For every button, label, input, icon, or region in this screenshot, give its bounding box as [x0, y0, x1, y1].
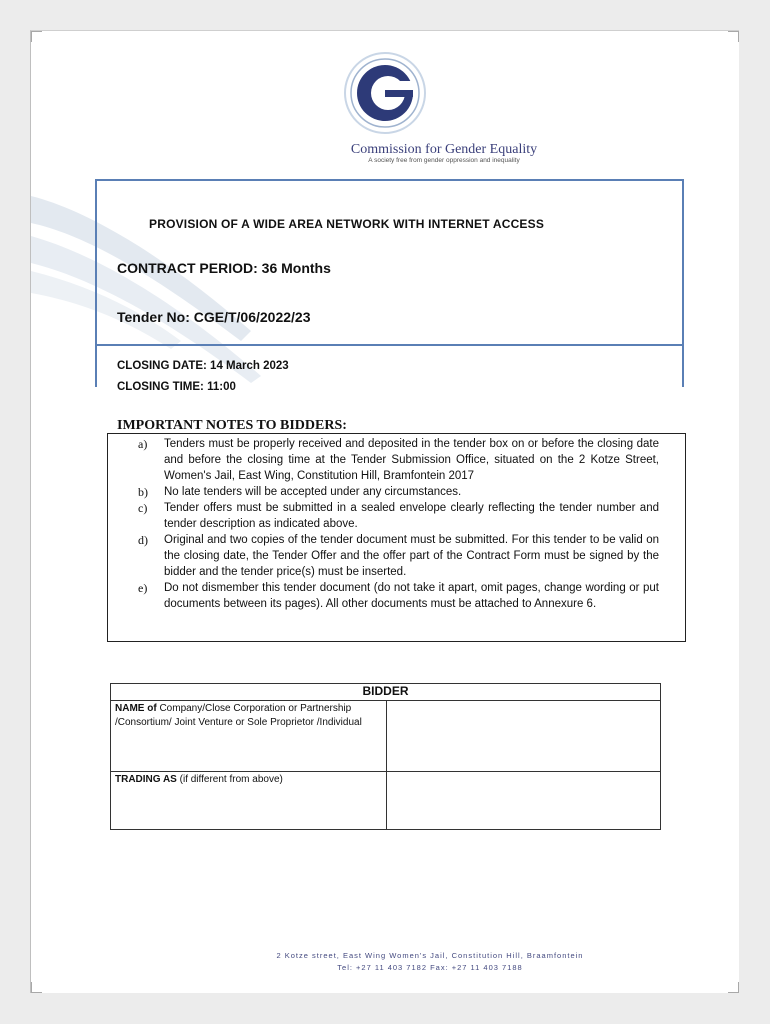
bidder-table-header: BIDDER: [111, 684, 661, 701]
crop-mark-bottom-left: [31, 982, 42, 993]
trading-as-label: TRADING AS (if different from above): [111, 772, 387, 830]
note-marker: b): [138, 485, 148, 499]
bidder-name-field[interactable]: [387, 701, 661, 772]
note-item: [138, 580, 659, 612]
organization-name: Commission for Gender Equality: [350, 142, 538, 157]
notes-box: [107, 433, 686, 642]
note-text: Tender offers must be submitted in a sealed envelope clearly reflecting the tender number and tender description as indicated above.: [164, 502, 659, 530]
tender-title: PROVISION OF A WIDE AREA NETWORK WITH INTERNET ACCESS: [149, 217, 545, 231]
note-text: Tenders must be properly received and deposited in the tender box on or before the closing date and before the closing time at the Tender Submission Office, situated on the 2 Kotze Street, Women's Jail, East Wing, Constitution Hill, Bramfontein 2017: [164, 438, 659, 482]
note-marker: d): [138, 533, 148, 547]
organization-tagline: A society free from gender oppression and inequality: [368, 157, 520, 164]
table-row: [111, 772, 661, 830]
cge-logo-icon: [343, 51, 427, 135]
note-text: Do not dismember this tender document (do not take it apart, omit pages, change wording or put documents between its pages). All other documents must be attached to Annexure 6.: [164, 582, 659, 610]
tender-number: Tender No: CGE/T/06/2022/23: [117, 309, 311, 325]
note-item: [138, 532, 659, 580]
note-item: [138, 484, 659, 500]
bidder-table: [110, 683, 661, 830]
note-marker: a): [138, 437, 148, 451]
note-item: [138, 500, 659, 532]
notes-list: [138, 436, 659, 612]
footer-contacts: Tel: +27 11 403 7182 Fax: +27 11 403 7188: [337, 963, 523, 972]
title-block: [95, 179, 684, 393]
table-row: [111, 701, 661, 772]
footer-address: 2 Kotze street, East Wing Women's Jail, Constitution Hill, Braamfontein: [276, 951, 584, 960]
note-item: [138, 436, 659, 484]
contract-period: CONTRACT PERIOD: 36 Months: [117, 260, 331, 276]
note-marker: c): [138, 501, 148, 515]
note-text: Original and two copies of the tender document must be submitted. For this tender to be valid on the closing date, the Tender Offer and the offer part of the Contract Form must be signed by the bidder and the tender price(s) must be inserted.: [164, 534, 659, 578]
note-text: No late tenders will be accepted under any circumstances.: [164, 486, 462, 498]
bidder-name-label: NAME of Company/Close Corporation or Partnership /Consortium/ Joint Venture or Sole Proprietor /Individual: [111, 701, 387, 772]
crop-mark-bottom-right: [728, 982, 739, 993]
closing-date: CLOSING DATE: 14 March 2023: [117, 360, 289, 372]
document-page: [30, 30, 739, 993]
note-marker: e): [138, 581, 148, 595]
title-divider: [95, 344, 684, 346]
trading-as-field[interactable]: [387, 772, 661, 830]
closing-time: CLOSING TIME: 11:00: [117, 381, 236, 393]
notes-heading: IMPORTANT NOTES TO BIDDERS:: [117, 418, 347, 433]
